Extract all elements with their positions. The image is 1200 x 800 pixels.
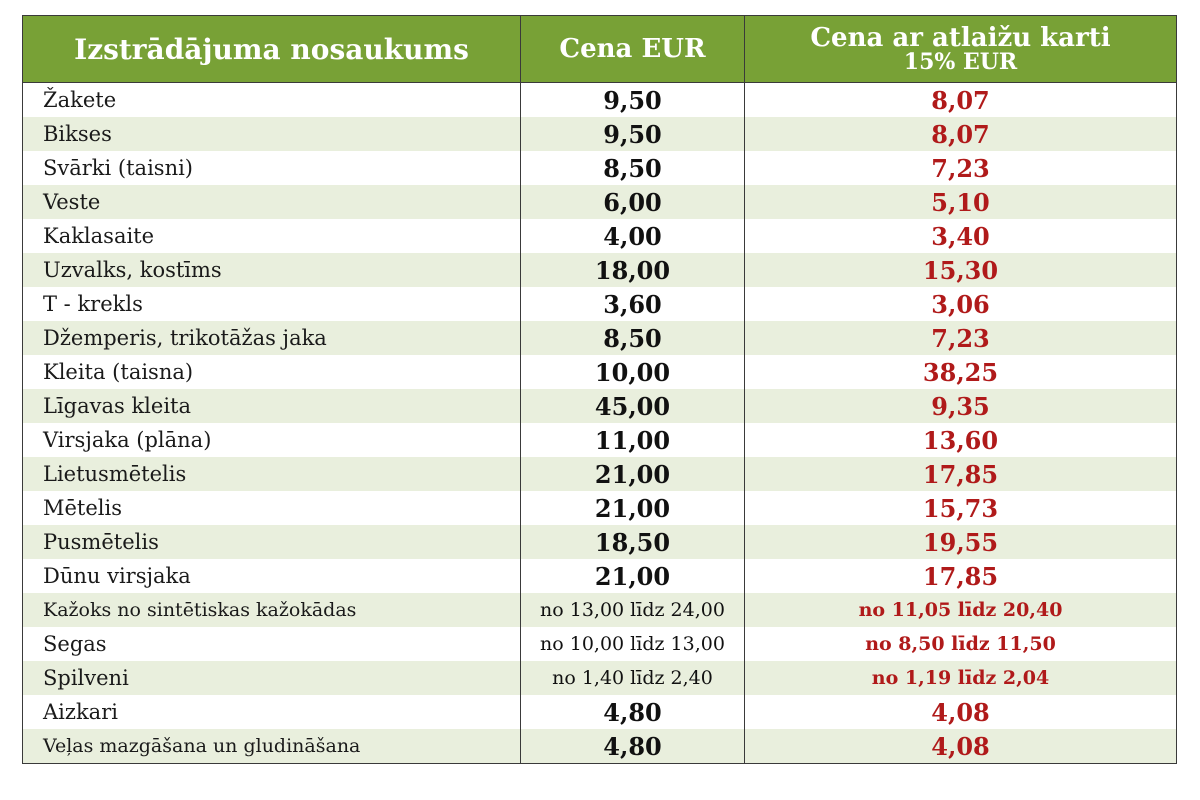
price-cell: 11,00 (521, 423, 745, 457)
price-cell: 4,00 (521, 219, 745, 253)
price-cell: 10,00 (521, 355, 745, 389)
discount-price-cell: 17,85 (745, 559, 1177, 593)
discount-price-cell: 3,06 (745, 287, 1177, 321)
price-cell: 9,50 (521, 83, 745, 118)
table-row (23, 321, 1177, 355)
table-row (23, 219, 1177, 253)
table-row (23, 559, 1177, 593)
price-cell: 4,80 (521, 695, 745, 729)
table-row (23, 695, 1177, 729)
price-cell: 8,50 (521, 151, 745, 185)
table-row (23, 661, 1177, 695)
discount-price-cell: 13,60 (745, 423, 1177, 457)
table-row (23, 491, 1177, 525)
item-name-cell: Virsjaka (plāna) (23, 423, 521, 457)
discount-price-cell: 8,07 (745, 117, 1177, 151)
table-row (23, 593, 1177, 627)
header-name: Izstrādājuma nosaukums (23, 16, 521, 83)
item-name-cell: Veļas mazgāšana un gludināšana (23, 729, 521, 764)
discount-price-cell: 19,55 (745, 525, 1177, 559)
discount-price-cell: 9,35 (745, 389, 1177, 423)
item-name-cell: Aizkari (23, 695, 521, 729)
price-cell: no 1,40 līdz 2,40 (521, 661, 745, 695)
table-row (23, 151, 1177, 185)
discount-price-cell: 15,73 (745, 491, 1177, 525)
header-discount (745, 16, 1177, 83)
table-row (23, 253, 1177, 287)
item-name-cell: Svārki (taisni) (23, 151, 521, 185)
discount-price-cell: 17,85 (745, 457, 1177, 491)
item-name-cell: Spilveni (23, 661, 521, 695)
header-discount-line2: 15% EUR (903, 49, 1018, 75)
item-name-cell: Džemperis, trikotāžas jaka (23, 321, 521, 355)
item-name-cell: Mētelis (23, 491, 521, 525)
item-name-cell: Dūnu virsjaka (23, 559, 521, 593)
discount-price-cell: 3,40 (745, 219, 1177, 253)
discount-price-cell: 7,23 (745, 151, 1177, 185)
table-row (23, 423, 1177, 457)
header-row (23, 16, 1177, 83)
item-name-cell: T - krekls (23, 287, 521, 321)
table-body (23, 83, 1177, 764)
table-row (23, 457, 1177, 491)
item-name-cell: Bikses (23, 117, 521, 151)
discount-price-cell: 8,07 (745, 83, 1177, 118)
item-name-cell: Kažoks no sintētiskas kažokādas (23, 593, 521, 627)
discount-price-cell: 15,30 (745, 253, 1177, 287)
table-row (23, 185, 1177, 219)
table-row (23, 355, 1177, 389)
table-row (23, 729, 1177, 764)
item-name-cell: Veste (23, 185, 521, 219)
discount-price-cell: no 11,05 līdz 20,40 (745, 593, 1177, 627)
price-cell: 3,60 (521, 287, 745, 321)
table-row (23, 389, 1177, 423)
discount-price-cell: 5,10 (745, 185, 1177, 219)
header-discount-line1: Cena ar atlaižu karti (810, 23, 1111, 53)
item-name-cell: Lietusmētelis (23, 457, 521, 491)
item-name-cell: Kleita (taisna) (23, 355, 521, 389)
item-name-cell: Žakete (23, 83, 521, 118)
price-cell: 18,00 (521, 253, 745, 287)
header-price: Cena EUR (521, 16, 745, 83)
price-cell: 45,00 (521, 389, 745, 423)
item-name-cell: Kaklasaite (23, 219, 521, 253)
discount-price-cell: 7,23 (745, 321, 1177, 355)
price-cell: 6,00 (521, 185, 745, 219)
price-cell: 8,50 (521, 321, 745, 355)
discount-price-cell: 38,25 (745, 355, 1177, 389)
price-cell: 21,00 (521, 559, 745, 593)
item-name-cell: Segas (23, 627, 521, 661)
price-cell: 21,00 (521, 457, 745, 491)
price-cell: 9,50 (521, 117, 745, 151)
item-name-cell: Pusmētelis (23, 525, 521, 559)
table-row (23, 525, 1177, 559)
price-cell: 18,50 (521, 525, 745, 559)
table-header (23, 16, 1177, 83)
price-cell: no 10,00 līdz 13,00 (521, 627, 745, 661)
price-table (22, 15, 1177, 764)
discount-price-cell: no 8,50 līdz 11,50 (745, 627, 1177, 661)
discount-price-cell: 4,08 (745, 695, 1177, 729)
item-name-cell: Līgavas kleita (23, 389, 521, 423)
table-row (23, 627, 1177, 661)
price-cell: no 13,00 līdz 24,00 (521, 593, 745, 627)
discount-price-cell: no 1,19 līdz 2,04 (745, 661, 1177, 695)
table-row (23, 83, 1177, 118)
discount-price-cell: 4,08 (745, 729, 1177, 764)
table-row (23, 117, 1177, 151)
price-cell: 4,80 (521, 729, 745, 764)
table-row (23, 287, 1177, 321)
item-name-cell: Uzvalks, kostīms (23, 253, 521, 287)
price-cell: 21,00 (521, 491, 745, 525)
